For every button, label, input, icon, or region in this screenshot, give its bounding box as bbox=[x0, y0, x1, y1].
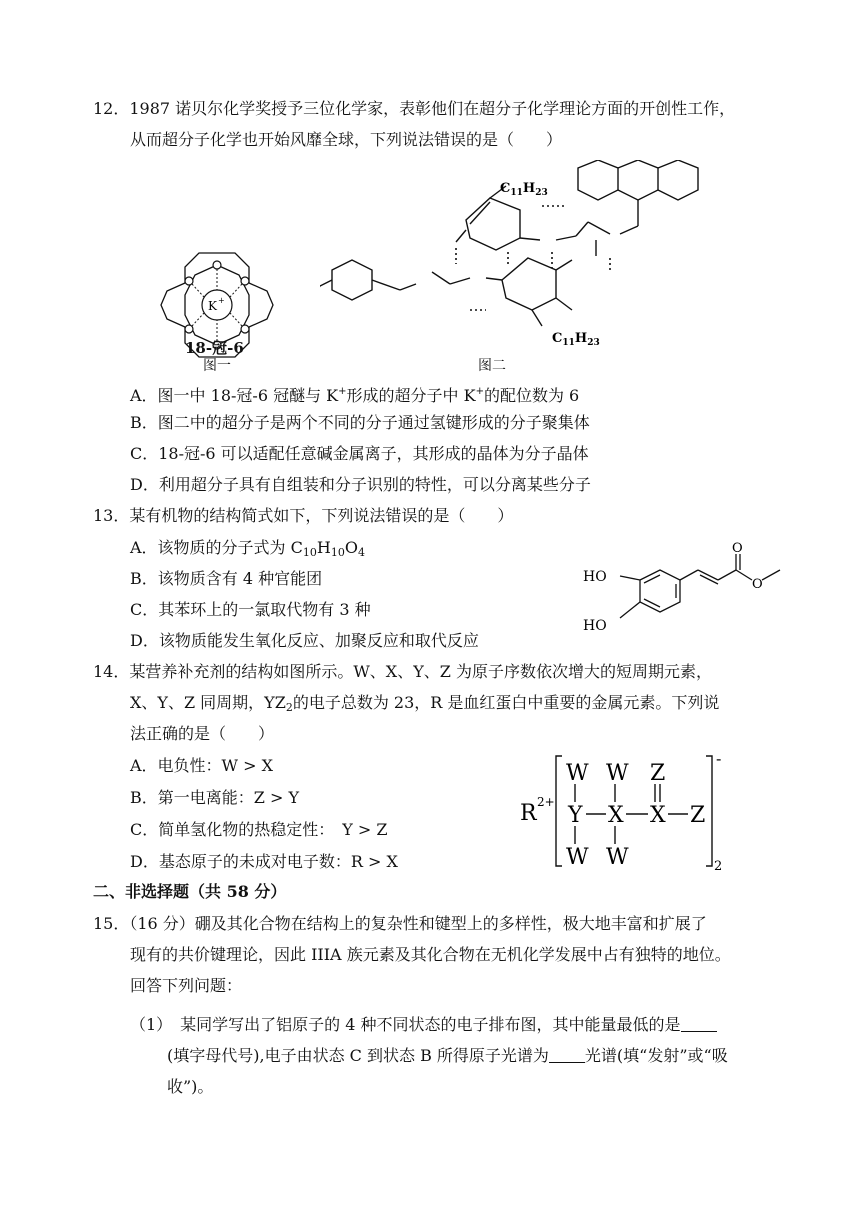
hydroxyl-label-2: HO bbox=[583, 618, 607, 634]
k-ion-label: K bbox=[208, 299, 217, 313]
q12-option-d[interactable]: D．利用超分子具有自组装和分子识别的特性，可以分离某些分子 bbox=[130, 475, 591, 494]
section-title: 二、非选择题（共 58 分） bbox=[93, 882, 287, 901]
q15-stem-line2: 现有的共价键理论，因此 IIIA 族元素及其化合物在无机化学发展中占有独特的地位。 bbox=[130, 945, 731, 964]
q13-stem: 13．某有机物的结构简式如下，下列说法错误的是（ ） bbox=[93, 506, 514, 525]
carbonyl-oxygen-label: O bbox=[732, 541, 743, 556]
q12-option-a[interactable]: A．图一中 18-冠-6 冠醚与 K+形成的超分子中 K+的配位数为 6 bbox=[130, 386, 580, 405]
ester-oxygen-label: O bbox=[752, 577, 763, 592]
hydroxyl-label-1: HO bbox=[583, 569, 607, 585]
figure-supramolecule bbox=[320, 160, 740, 355]
w-atom-1: W bbox=[566, 761, 589, 786]
q14-stem-line2: X、Y、Z 同周期，$YZ_2$的电子总数为 23，R 是血红蛋白中重要的金属元素。下列说 bbox=[130, 693, 720, 714]
fig2-bottom-substituent: $C_{11}H_{23}$ bbox=[552, 331, 600, 348]
figure1-caption: 图一 bbox=[203, 358, 231, 374]
q14-option-d[interactable]: D．基态原子的未成对电子数：R > X bbox=[130, 852, 398, 871]
q15-sub1-line1: （1） 某同学写出了铝原子的 4 种不同状态的电子排布图，其中能量最低的是 bbox=[130, 1014, 717, 1036]
q12-stem-line1: 12．1987 诺贝尔化学奖授予三位化学家，表彰他们在超分子化学理论方面的开创性工作， bbox=[93, 99, 736, 118]
figure2-caption: 图二 bbox=[478, 358, 506, 374]
q14-option-a[interactable]: A．电负性：W > X bbox=[130, 756, 273, 775]
metal-r-label: R bbox=[520, 801, 537, 826]
y-atom: Y bbox=[568, 803, 583, 828]
anion-count: 2 bbox=[714, 859, 723, 872]
q15-sub1-line3: 收”)。 bbox=[167, 1077, 214, 1096]
x-atom-2: X bbox=[650, 803, 666, 828]
w-atom-4: W bbox=[606, 845, 629, 870]
q12-option-b[interactable]: B．图二中的超分子是两个不同的分子通过氢键形成的分子聚集体 bbox=[130, 413, 590, 432]
q13-option-b[interactable]: B．该物质含有 4 种官能团 bbox=[130, 569, 323, 588]
q14-stem-line1: 14．某营养补充剂的结构如图所示。W、X、Y、Z 为原子序数依次增大的短周期元素， bbox=[93, 662, 712, 681]
q15-stem-line1: 15．（16 分）硼及其化合物在结构上的复杂性和键型上的多样性，极大地丰富和扩展了 bbox=[93, 914, 707, 933]
z-atom-right: Z bbox=[690, 803, 706, 828]
metal-r-charge: 2+ bbox=[537, 795, 555, 809]
z-atom-top: Z bbox=[650, 761, 666, 786]
answer-blank-1[interactable] bbox=[681, 1015, 717, 1032]
q13-option-d[interactable]: D．该物质能发生氧化反应、加聚反应和取代反应 bbox=[130, 631, 479, 650]
q13-option-a[interactable]: A．该物质的分子式为 $C_{10}H_{10}O_4$ bbox=[130, 538, 365, 559]
w-atom-3: W bbox=[566, 845, 589, 870]
answer-blank-2[interactable] bbox=[549, 1046, 585, 1063]
fig2-top-substituent: $C_{11}H_{23}$ bbox=[500, 181, 548, 198]
q15-stem-line3: 回答下列问题： bbox=[130, 976, 243, 995]
q14-option-b[interactable]: B．第一电离能：Z > Y bbox=[130, 788, 300, 807]
q14-option-c[interactable]: C．简单氢化物的热稳定性： Y > Z bbox=[130, 820, 388, 839]
k-ion-charge: + bbox=[218, 296, 225, 305]
q13-option-c[interactable]: C．其苯环上的一氯取代物有 3 种 bbox=[130, 600, 371, 619]
crown-ether-name: 18-冠-6 bbox=[185, 339, 244, 357]
q12-stem-line2: 从而超分子化学也开始风靡全球，下列说法错误的是（ ） bbox=[130, 130, 563, 149]
anion-charge: - bbox=[716, 752, 722, 768]
w-atom-2: W bbox=[606, 761, 629, 786]
q14-stem-line3: 法正确的是（ ） bbox=[130, 724, 275, 743]
x-atom-1: X bbox=[608, 803, 624, 828]
nutrient-complex-structure bbox=[520, 752, 730, 872]
q12-option-c[interactable]: C．18-冠-6 可以适配任意碱金属离子，其形成的晶体为分子晶体 bbox=[130, 444, 589, 463]
caffeic-ester-structure bbox=[580, 540, 790, 640]
q15-sub1-line2: (填字母代号),电子由状态 C 到状态 B 所得原子光谱为 光谱(填“发射”或“吸 bbox=[167, 1046, 728, 1065]
